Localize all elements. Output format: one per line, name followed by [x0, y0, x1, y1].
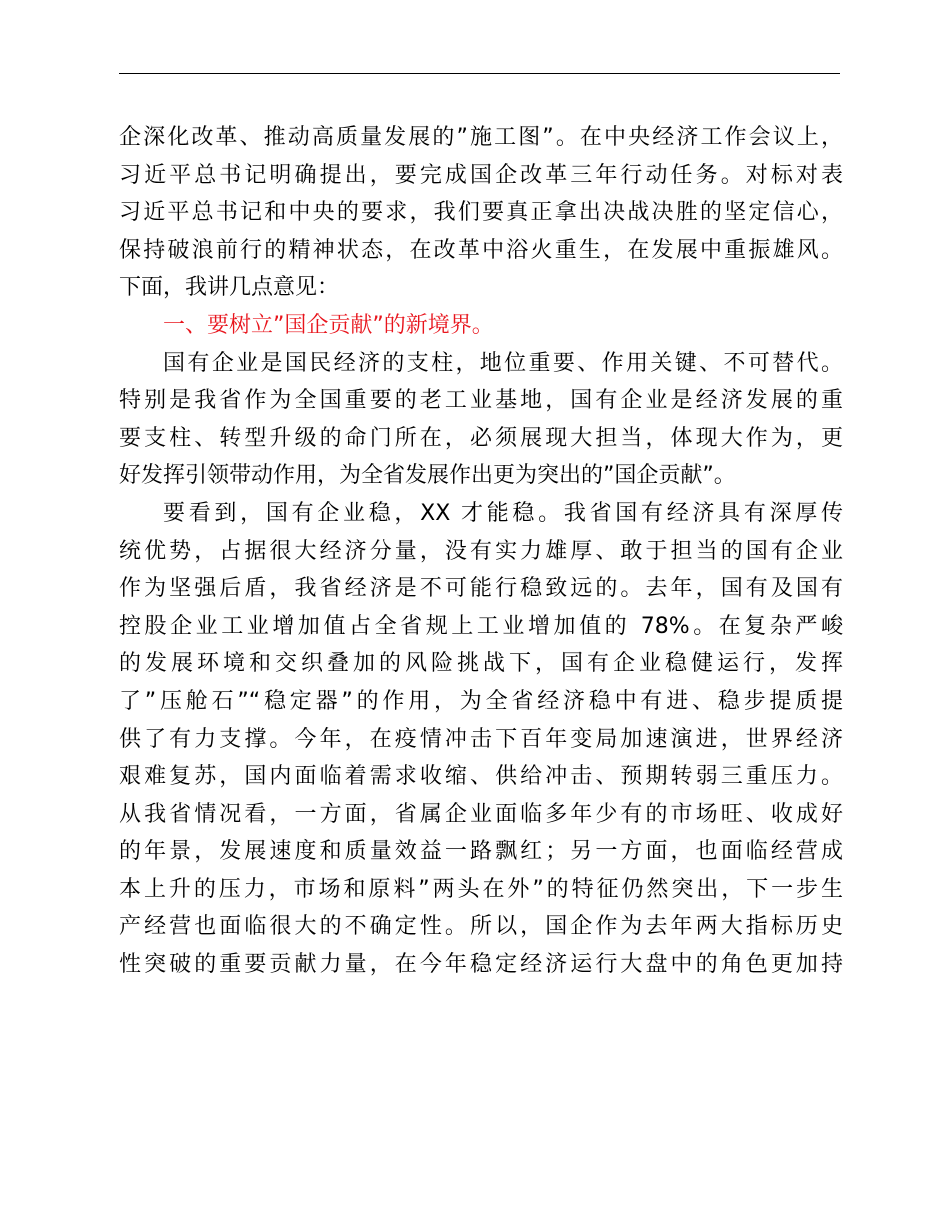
document-body [119, 119, 843, 984]
text-line: 企深化改革、推动高质量发展的”施工图”。在中央经济工作会议上， [119, 125, 843, 150]
text-line: 好发挥引领带动作用，为全省发展作出更为突出的”国企贡献”。 [119, 463, 736, 489]
text-line: 统优势，占据很大经济分量，没有实力雄厚、敢于担当的国有企业 [119, 538, 843, 564]
text-line: 本上升的压力，市场和原料”两头在外”的特征仍然突出，下一步生 [119, 876, 843, 902]
text-line: 特别是我省作为全国重要的老工业基地，国有企业是经济发展的重 [119, 388, 843, 414]
text-line: 控股企业工业增加值占全省规上工业增加值的 78%。在复杂严峻 [119, 613, 843, 639]
text-line: 艰难复苏，国内面临着需求收缩、供给冲击、预期转弱三重压力。 [119, 764, 843, 790]
text-line: 的发展环境和交织叠加的风险挑战下，国有企业稳健运行，发挥 [119, 651, 843, 677]
text-line: 了”压舱石”“稳定器”的作用，为全省经济稳中有进、稳步提质提 [119, 688, 843, 714]
text-line: 要支柱、转型升级的命门所在，必须展现大担当，体现大作为，更 [119, 425, 843, 451]
text-line: 保持破浪前行的精神状态，在改革中浴火重生，在发展中重振雄风。 [119, 237, 843, 263]
text-line: 性突破的重要贡献力量，在今年稳定经济运行大盘中的角色更加持 [119, 952, 843, 978]
text-line: 供了有力支撑。今年，在疫情冲击下百年变局加速演进，世界经济 [119, 726, 843, 752]
text-line: 产经营也面临很大的不确定性。所以，国企作为去年两大指标历史 [119, 914, 843, 940]
paragraph-state-enterprises [119, 345, 843, 495]
text-line: 作为坚强后盾，我省经济是不可能行稳致远的。去年，国有及国有 [119, 576, 843, 602]
header-rule [119, 73, 840, 74]
text-line: 的年景，发展速度和质量效益一路飘红；另一方面，也面临经营成 [119, 839, 843, 865]
paragraph-stability [119, 495, 843, 984]
text-line: 下面，我讲几点意见： [119, 275, 340, 301]
text-line: 习近平总书记明确提出，要完成国企改革三年行动任务。对标对表 [119, 162, 843, 188]
section-heading [119, 307, 843, 345]
text-line: 要看到，国有企业稳，XX 才能稳。我省国有经济具有深厚传 [163, 500, 843, 526]
text-line: 习近平总书记和中央的要求，我们要真正拿出决战决胜的坚定信心， [119, 200, 843, 226]
paragraph-intro-continuation [119, 119, 843, 307]
section-heading-text: 一、要树立”国企贡献”的新境界。 [163, 312, 494, 338]
text-line: 从我省情况看，一方面，省属企业面临多年少有的市场旺、收成好 [119, 801, 843, 827]
text-line: 国有企业是国民经济的支柱，地位重要、作用关键、不可替代。 [163, 350, 843, 376]
